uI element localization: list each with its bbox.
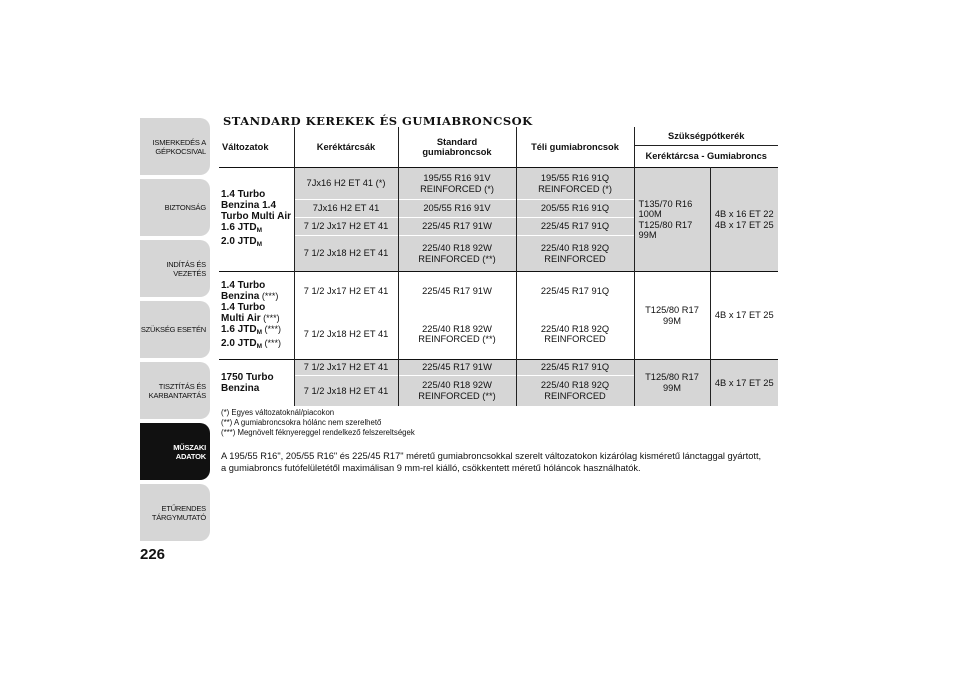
variant-subscript: M (256, 241, 262, 248)
rim-cell: 7Jx16 H2 ET 41 (294, 200, 398, 218)
section-title: STANDARD KEREKEK ÉS GUMIABRONCSOK (223, 114, 533, 128)
table-row (219, 168, 778, 200)
variant-subscript: M (256, 342, 262, 350)
winter-tire-cell: 225/45 R17 91Q (516, 360, 634, 376)
rim-cell: 7 1/2 Jx17 H2 ET 41 (294, 360, 398, 376)
variant-subscript: M (256, 227, 262, 234)
variant-line: Benzina (221, 382, 260, 394)
variant-line: 1.4 Turbo (221, 279, 266, 291)
spare-rim-cell: 4B x 17 ET 25 (710, 360, 778, 406)
tab-label: MŰSZAKI ADATOK (173, 442, 206, 461)
footnotes (221, 408, 415, 438)
standard-tire-cell: 225/40 R18 92W REINFORCED (**) (398, 310, 516, 360)
standard-tire-cell: 225/45 R17 91W (398, 360, 516, 376)
winter-tire-cell: 225/45 R17 91Q (516, 272, 634, 310)
variant-mark: (***) (260, 312, 280, 323)
rim-cell: 7 1/2 Jx18 H2 ET 41 (294, 376, 398, 406)
variant-subscript: M (256, 328, 262, 336)
winter-tire-cell: 225/40 R18 92Q REINFORCED (516, 376, 634, 406)
tab-targymutato[interactable] (140, 484, 210, 541)
variant-line: 1.4 Turbo (221, 189, 266, 200)
rim-cell: 7 1/2 Jx18 H2 ET 41 (294, 236, 398, 272)
tire-table (219, 127, 778, 406)
variant-cell (219, 360, 294, 406)
spare-tire-cell: T125/80 R17 99M (634, 360, 710, 406)
rim-cell: 7Jx16 H2 ET 41 (*) (294, 168, 398, 200)
tab-label: ETŰRENDES TÁRGYMUTATÓ (151, 503, 206, 522)
variant-line: 2.0 JTD (221, 337, 257, 349)
tab-biztonsag[interactable] (140, 179, 210, 236)
tab-inditas-es-vezetes[interactable] (140, 240, 210, 297)
footnote: (*) Egyes változatoknál/piacokon (221, 408, 335, 417)
page-number: 226 (140, 546, 166, 563)
variant-cell (219, 272, 294, 360)
winter-tire-cell: 205/55 R16 91Q (516, 200, 634, 218)
variant-line: 1.6 JTD (221, 222, 257, 233)
variant-cell (219, 168, 294, 272)
tab-ismerkedes[interactable] (140, 118, 210, 175)
header-variants: Változatok (219, 127, 294, 168)
variant-mark: (***) (262, 337, 282, 348)
tab-szukseg-eseten[interactable] (140, 301, 210, 358)
spare-rim-cell: 4B x 16 ET 22 4B x 17 ET 25 (710, 168, 778, 272)
tab-tisztitas-es-karbantartas[interactable] (140, 362, 210, 419)
variant-mark: (***) (259, 290, 279, 301)
rim-cell: 7 1/2 Jx17 H2 ET 41 (294, 272, 398, 310)
standard-tire-cell: 205/55 R16 91V (398, 200, 516, 218)
tab-label: BIZTONSÁG (164, 203, 206, 212)
footnote: (**) A gumiabroncsokra hólánc nem szerelhető (221, 418, 382, 427)
winter-tire-cell: 225/40 R18 92Q REINFORCED (516, 236, 634, 272)
tab-label: TISZTÍTÁS ÉS KARBANTARTÁS (148, 381, 206, 400)
variant-line: 1750 Turbo (221, 371, 274, 383)
rim-cell: 7 1/2 Jx17 H2 ET 41 (294, 218, 398, 236)
standard-tire-cell: 225/45 R17 91W (398, 218, 516, 236)
winter-tire-cell: 195/55 R16 91Q REINFORCED (*) (516, 168, 634, 200)
header-standard-tires: Standard gumiabroncsok (398, 127, 516, 168)
header-spare-sub: Keréktárcsa - Gumiabroncs (645, 151, 767, 162)
snow-chain-note: A 195/55 R16", 205/55 R16" és 225/45 R17" méretű gumiabroncsokkal szerelt változatokon kizárólag kisméretű lánctaggal gyártott, a gumiabroncs futófelületétől maximálisan 9 mm-rel kiálló, csökkentett méretű hóláncok használhatók. (221, 451, 762, 473)
standard-tire-cell: 225/40 R18 92W REINFORCED (**) (398, 376, 516, 406)
footnote: (***) Megnövelt féknyereggel rendelkező felszereltségek (221, 428, 415, 437)
variant-line: 1.6 JTD (221, 323, 257, 335)
tab-label: INDÍTÁS ÉS VEZETÉS (166, 259, 206, 278)
variant-line: Benzina 1.4 (221, 200, 277, 211)
spare-tire-cell: T135/70 R16 100M T125/80 R17 99M (634, 168, 710, 272)
table-row (219, 360, 778, 376)
table-row (219, 272, 778, 310)
tab-muszaki-adatok[interactable] (140, 423, 210, 480)
variant-line: Multi Air (221, 312, 261, 324)
header-winter-tires: Téli gumiabroncsok (516, 127, 634, 168)
variant-mark: (***) (262, 323, 282, 334)
spare-rim-cell: 4B x 17 ET 25 (710, 272, 778, 360)
winter-tire-cell: 225/45 R17 91Q (516, 218, 634, 236)
header-spare-wheel: Szükségpótkerék (634, 127, 778, 146)
standard-tire-cell: 225/40 R18 92W REINFORCED (**) (398, 236, 516, 272)
spare-tire-cell: T125/80 R17 99M (634, 272, 710, 360)
standard-tire-cell: 225/45 R17 91W (398, 272, 516, 310)
header-rims: Keréktárcsák (294, 127, 398, 168)
standard-tire-cell: 195/55 R16 91V REINFORCED (*) (398, 168, 516, 200)
variant-line: 1.4 Turbo (221, 301, 266, 313)
winter-tire-cell: 225/40 R18 92Q REINFORCED (516, 310, 634, 360)
tab-label: ISMERKEDÉS A GÉPKOCSIVAL (152, 137, 206, 156)
variant-line: Turbo Multi Air (221, 211, 291, 222)
tab-label: SZÜKSÉG ESETÉN (140, 325, 206, 334)
variant-line: Benzina (221, 290, 260, 302)
rim-cell: 7 1/2 Jx18 H2 ET 41 (294, 310, 398, 360)
variant-line: 2.0 JTD (221, 236, 257, 247)
